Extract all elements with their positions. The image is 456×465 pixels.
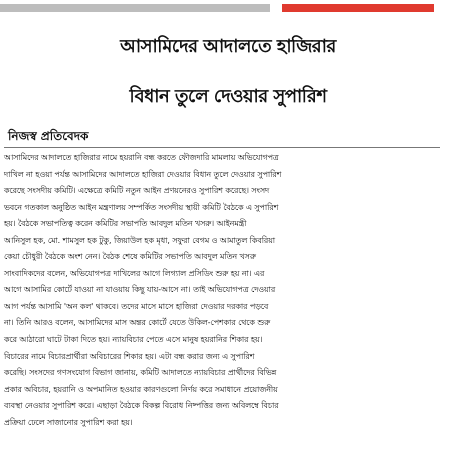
- right-margin: [444, 0, 456, 465]
- body-line: আগে আসামির কোর্টে যাওয়া না যাওয়ায় কিছু যায়-আসে না। তাই অভিযোগপত্র দেওয়ার: [4, 285, 276, 295]
- body-line: ব্যবস্থা নেওয়ার সুপারিশ করে। এছাড়া বৈঠকে বিকল্প বিরোধ নিষ্পত্তির জন্য অবিলম্বে বিচার: [4, 401, 279, 411]
- body-line: ভবনে গতকাল অনুষ্ঠিত আইন মন্ত্রণালয় সম্পর্কিত সংসদীয় স্থায়ী কমিটি বৈঠকে এ সুপারিশ: [4, 202, 279, 212]
- body-line: দাখিল না হওয়া পর্যন্ত আসামিদের আদালতে হাজিরা দেওয়ার বিধান তুলে দেওয়ার সুপারিশ: [4, 169, 282, 179]
- body-line: করে আঠারো ঘাটে টাকা দিতে হয়। ন্যায়বিচার পেতে এসে মানুষ হয়রানির শিকার হয়।: [4, 335, 263, 345]
- top-decorative-bar-red: [282, 4, 434, 12]
- body-line: আনিসুল হক, মো. শামসুল হক টুকু, জিয়াউল হক মৃধা, সফুরা বেগম ও আমাতুল কিবরিয়া: [4, 235, 276, 245]
- byline: নিজস্ব প্রতিবেদক: [8, 129, 89, 143]
- body-line: করেছি। সংসদের গণসংযোগ বিভাগ জানায়, কমিটি আদালতে ন্যায়বিচার প্রার্থীদের বিভিন্ন: [4, 368, 277, 378]
- body-line: না। তিনি আরও বলেন, আসামিদের মাস অন্তর কোর্টে যেতে উকিল-পেশকার থেকে শুরু: [4, 318, 271, 328]
- headline-line-2: বিধান তুলে দেওয়ার সুপারিশ: [129, 86, 327, 107]
- body-line: বিচারের নামে বিচারপ্রার্থীরা অবিচারের শিকার হয়। এটা বন্ধ করার জন্য এ সুপারিশ: [4, 351, 255, 361]
- headline: [0, 22, 456, 122]
- article-body: [4, 150, 444, 431]
- byline-divider: [4, 147, 440, 148]
- body-line: হয়। বৈঠকে সভাপতিত্ব করেন কমিটির সভাপতি আবদুল মতিন খসরু। আইনমন্ত্রী: [4, 219, 247, 229]
- body-line: প্রকার অবিচার, হয়রানি ও অপমানিত হওয়ার কারণগুলো নির্ণয় করে সমাধানে প্রয়োজনীয়: [4, 384, 278, 394]
- top-decorative-bar-gray: [0, 4, 270, 12]
- headline-line-1: আসামিদের আদালতে হাজিরার: [120, 36, 336, 57]
- body-line: প্রক্রিয়া ঢেলে সাজানোর সুপারিশ করা হয়।: [4, 417, 133, 427]
- body-line: করেছে সংসদীয় কমিটি। এক্ষেত্রে কমিটি নতুন আইন প্রণয়নেরও সুপারিশ করেছে। সংসদ: [4, 186, 270, 196]
- body-line: কেয়া চৌধুরী বৈঠকে অংশ নেন। বৈঠক শেষে কমিটির সভাপতি আবদুল মতিন খসরু: [4, 252, 256, 262]
- body-line: সাংবাদিকদের বলেন, অভিযোগপত্র দাখিলের আগে লিগ্যাল প্রসিডিং শুরু হয় না। এর: [4, 268, 265, 278]
- body-line: আগ পর্যন্ত আসামি 'অন কল' থাকবে। তদের মাসে মাসে হাজিরা দেওয়ার দরকার পড়বে: [4, 301, 269, 311]
- body-line: আসামিদের আদালতে হাজিরার নামে হয়রানি বন্ধ করতে ফৌজদারি মামলায় অভিযোগপত্র: [4, 153, 279, 162]
